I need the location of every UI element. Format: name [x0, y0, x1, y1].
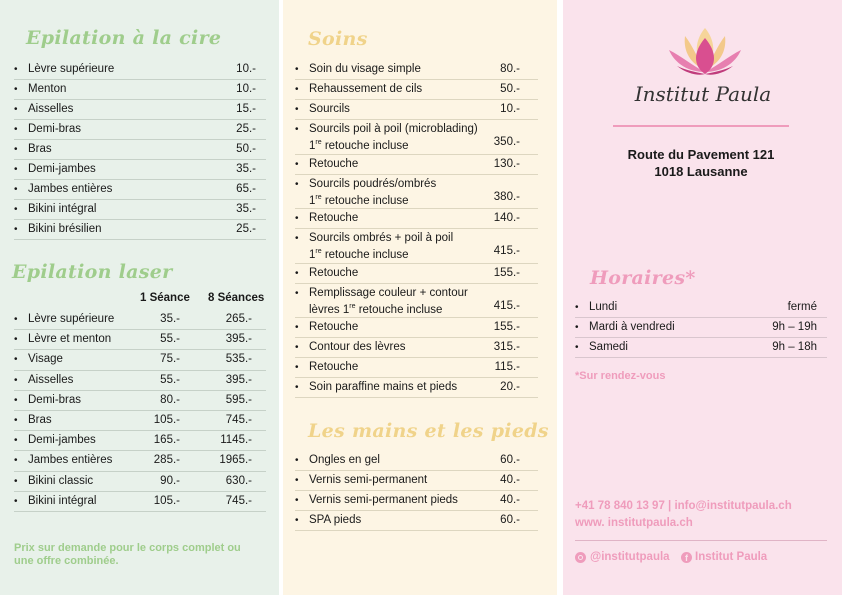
item-price: 35.-	[236, 163, 256, 175]
list-item	[14, 310, 266, 330]
hours-time: 9h – 19h	[772, 321, 817, 333]
item-label: Jambes entières	[28, 183, 113, 195]
price-1-session: 80.-	[160, 393, 180, 406]
bullet-icon: •	[14, 204, 18, 215]
item-label: Vernis semi-permanent	[309, 474, 428, 486]
bullet-icon: •	[295, 362, 299, 373]
bullet-icon: •	[295, 382, 299, 393]
item-price: 315.-	[493, 341, 520, 353]
bullet-icon: •	[295, 342, 299, 353]
item-label: Retouche	[309, 266, 359, 279]
list-item	[295, 511, 538, 531]
list-item	[295, 264, 538, 284]
price-1-session: 35.-	[160, 313, 180, 325]
item-price: 25.-	[236, 123, 256, 135]
price-8-sessions: 1965.-	[219, 454, 252, 467]
price-8-sessions: 630.-	[225, 474, 252, 487]
list-item	[295, 378, 538, 398]
list-item	[295, 155, 538, 175]
price-8-sessions: 265.-	[225, 313, 252, 325]
list-item	[295, 100, 538, 120]
list-item	[14, 120, 266, 140]
bullet-icon: •	[14, 334, 18, 346]
info-panel	[563, 0, 842, 595]
hours-day: Mardi à vendredi	[589, 321, 675, 333]
item-price: 40.-	[500, 474, 520, 486]
item-label: Vernis semi-permanent pieds	[309, 494, 458, 506]
bullet-icon: •	[295, 267, 299, 279]
bullet-icon: •	[295, 287, 299, 299]
item-label: Contour des lèvres	[309, 341, 406, 353]
item-price: 60.-	[500, 514, 520, 526]
bullet-icon: •	[14, 495, 18, 507]
address-city: 1018 Lausanne	[654, 164, 748, 179]
list-item	[14, 431, 266, 451]
item-price: 35.-	[236, 203, 256, 215]
bullet-icon: •	[14, 64, 18, 75]
list-item	[14, 80, 266, 100]
price-1-session: 165.-	[153, 434, 180, 447]
list-item	[295, 120, 538, 155]
list-item	[14, 411, 266, 431]
bullet-icon: •	[295, 233, 299, 244]
wax-price-list	[14, 60, 266, 240]
list-item	[295, 338, 538, 358]
item-label: Demi-bras	[28, 123, 82, 135]
price-1-session: 285.-	[153, 454, 180, 467]
bullet-icon: •	[295, 322, 299, 333]
phone-email[interactable]: +41 78 840 13 97 | info@institutpaula.ch	[575, 500, 792, 512]
item-label: Bikini brésilien	[28, 223, 102, 235]
list-item	[14, 100, 266, 120]
item-label-line1: Sourcils ombrés + poil à poil	[309, 232, 454, 244]
item-label: Visage	[28, 353, 63, 366]
item-label: Rehaussement de cils	[309, 83, 423, 95]
hours-row	[575, 318, 827, 338]
item-price: 115.-	[494, 361, 520, 373]
bullet-icon: •	[14, 354, 18, 366]
facebook-link[interactable]	[681, 551, 767, 563]
list-item	[14, 391, 266, 411]
bullet-icon: •	[14, 184, 18, 195]
item-price: 60.-	[500, 454, 520, 466]
item-price: 50.-	[236, 143, 256, 155]
item-label: Bikini intégral	[28, 494, 97, 507]
list-item	[14, 492, 266, 512]
item-label: Aisselles	[28, 103, 74, 115]
item-label	[309, 286, 468, 317]
list-item	[295, 358, 538, 378]
laser-col-1-session: 1 Séance	[140, 292, 190, 304]
item-label-line2: 1re retouche incluse	[309, 193, 409, 207]
list-item	[14, 472, 266, 492]
item-price: 80.-	[500, 63, 520, 75]
item-price: 40.-	[500, 494, 520, 506]
bullet-icon: •	[575, 322, 579, 333]
item-label: Soin paraffine mains et pieds	[309, 381, 458, 393]
item-label: Sourcils	[309, 103, 350, 115]
laser-title: Epilation laser	[12, 261, 173, 283]
brand-name: Institut Paula	[634, 82, 772, 106]
bullet-icon: •	[14, 435, 18, 447]
item-label: Ongles en gel	[309, 454, 380, 466]
hours-row	[575, 338, 827, 358]
item-label: Demi-jambes	[28, 434, 96, 447]
item-price: 20.-	[500, 381, 520, 393]
item-label: Menton	[28, 83, 67, 95]
item-price: 155.-	[493, 266, 520, 279]
address-street: Route du Pavement 121	[627, 147, 775, 162]
hours-time: 9h – 18h	[772, 341, 817, 353]
item-label: Retouche	[309, 321, 359, 333]
list-item	[295, 284, 538, 319]
instagram-icon	[575, 552, 586, 563]
list-item	[14, 180, 266, 200]
item-label: SPA pieds	[309, 514, 362, 526]
price-1-session: 105.-	[153, 413, 180, 426]
item-label-line2: 1re retouche incluse	[309, 139, 409, 152]
laser-col-8-sessions: 8 Séances	[208, 292, 265, 304]
item-label: Lèvre supérieure	[28, 313, 115, 325]
item-label: Bikini classic	[28, 474, 94, 487]
price-8-sessions: 395.-	[225, 333, 252, 346]
price-1-session: 55.-	[160, 333, 180, 346]
appointment-note: *Sur rendez-vous	[575, 370, 666, 382]
item-label: Bikini intégral	[28, 203, 97, 215]
bullet-icon: •	[14, 374, 18, 386]
lotus-logo-icon	[655, 26, 755, 88]
item-label: Lèvre et menton	[28, 333, 112, 346]
price-8-sessions: 745.-	[225, 494, 252, 507]
item-price: 155.-	[493, 321, 520, 333]
item-price: 415.-	[493, 299, 520, 312]
list-item	[14, 140, 266, 160]
bullet-icon: •	[14, 455, 18, 467]
item-label-line1: Sourcils poudrés/ombrés	[309, 177, 437, 190]
list-item	[14, 371, 266, 391]
list-item	[295, 60, 538, 80]
hours-day: Lundi	[589, 301, 618, 313]
instagram-handle: @institutpaula	[590, 551, 670, 563]
list-item	[295, 209, 538, 229]
bullet-icon: •	[295, 124, 299, 135]
instagram-link[interactable]	[575, 551, 670, 563]
bullet-icon: •	[14, 124, 18, 135]
bullet-icon: •	[575, 302, 579, 313]
bullet-icon: •	[14, 144, 18, 155]
bullet-icon: •	[295, 455, 299, 466]
bullet-icon: •	[14, 475, 18, 487]
item-label	[309, 231, 453, 262]
bullet-icon: •	[295, 64, 299, 75]
item-label-line1: Remplissage couleur + contour	[309, 286, 468, 299]
item-price: 10.-	[500, 103, 520, 115]
price-1-session: 105.-	[153, 494, 180, 507]
wax-laser-panel	[0, 0, 279, 595]
item-label	[309, 177, 436, 208]
item-price: 415.-	[493, 245, 520, 257]
bullet-icon: •	[14, 164, 18, 175]
bullet-icon: •	[14, 224, 18, 235]
item-price: 15.-	[236, 103, 256, 115]
laser-note: Prix sur demande pour le corps complet ou une offre combinée.	[14, 542, 241, 567]
item-price: 10.-	[236, 83, 256, 95]
price-8-sessions: 535.-	[225, 353, 252, 366]
bullet-icon: •	[295, 475, 299, 486]
hours-list	[575, 298, 827, 358]
hands-feet-price-list	[295, 451, 538, 531]
list-item	[295, 491, 538, 511]
price-1-session: 55.-	[160, 373, 180, 386]
hours-day: Samedi	[589, 341, 628, 353]
item-price: 350.-	[493, 136, 520, 148]
item-label: Demi-bras	[28, 393, 82, 406]
item-label-line2: 1re retouche incluse	[309, 248, 409, 261]
bullet-icon: •	[295, 178, 299, 190]
list-item	[295, 471, 538, 491]
list-item	[295, 175, 538, 210]
list-item	[14, 200, 266, 220]
item-price: 25.-	[236, 223, 256, 235]
bullet-icon: •	[295, 213, 299, 224]
item-label: Retouche	[309, 157, 359, 170]
wax-title: Epilation à la cire	[26, 27, 222, 49]
item-label-line2: lèvres 1re retouche incluse	[309, 302, 443, 316]
laser-price-list	[14, 310, 266, 512]
item-label-line1: Sourcils poil à poil (microblading)	[309, 123, 478, 135]
care-panel	[283, 0, 557, 595]
price-8-sessions: 395.-	[225, 373, 252, 386]
item-label: Lèvre supérieure	[28, 63, 115, 75]
logo-divider	[613, 125, 789, 127]
hours-time: fermé	[787, 301, 817, 313]
website-link[interactable]: www. institutpaula.ch	[575, 517, 693, 529]
facebook-name: Institut Paula	[695, 551, 768, 563]
price-8-sessions: 595.-	[225, 393, 252, 406]
item-label: Soin du visage simple	[309, 63, 421, 75]
bullet-icon: •	[14, 414, 18, 426]
address	[593, 146, 809, 180]
list-item	[14, 451, 266, 471]
bullet-icon: •	[14, 314, 18, 325]
care-price-list	[295, 60, 538, 398]
list-item	[295, 451, 538, 471]
bullet-icon: •	[295, 515, 299, 526]
bullet-icon: •	[14, 84, 18, 95]
list-item	[14, 220, 266, 240]
bullet-icon: •	[295, 158, 299, 170]
item-label: Bras	[28, 413, 52, 426]
item-price: 65.-	[236, 183, 256, 195]
price-8-sessions: 745.-	[225, 413, 252, 426]
list-item	[14, 160, 266, 180]
item-price: 140.-	[493, 212, 520, 224]
item-price: 380.-	[493, 190, 520, 203]
hands-feet-title: Les mains et les pieds	[308, 420, 549, 442]
item-label: Aisselles	[28, 373, 74, 386]
list-item	[14, 60, 266, 80]
bullet-icon: •	[295, 84, 299, 95]
list-item	[295, 80, 538, 100]
list-item	[295, 318, 538, 338]
list-item	[295, 229, 538, 264]
list-item	[14, 330, 266, 350]
bullet-icon: •	[295, 495, 299, 506]
item-label	[309, 122, 478, 153]
hours-row	[575, 298, 827, 318]
hours-title: Horaires*	[590, 267, 696, 289]
price-1-session: 90.-	[160, 474, 180, 487]
facebook-icon: f	[681, 552, 692, 563]
bullet-icon: •	[14, 104, 18, 115]
item-label: Bras	[28, 143, 52, 155]
item-label: Demi-jambes	[28, 163, 96, 175]
price-1-session: 75.-	[160, 353, 180, 366]
social-divider	[575, 540, 827, 541]
price-8-sessions: 1145.-	[220, 434, 252, 447]
item-price: 50.-	[500, 83, 520, 95]
list-item	[14, 350, 266, 370]
item-price: 10.-	[236, 63, 256, 75]
care-title: Soins	[308, 28, 368, 50]
item-price: 130.-	[493, 157, 520, 170]
item-label: Retouche	[309, 212, 359, 224]
bullet-icon: •	[295, 104, 299, 115]
item-label: Retouche	[309, 361, 359, 373]
bullet-icon: •	[14, 394, 18, 406]
item-label: Jambes entières	[28, 454, 113, 467]
bullet-icon: •	[575, 342, 579, 353]
